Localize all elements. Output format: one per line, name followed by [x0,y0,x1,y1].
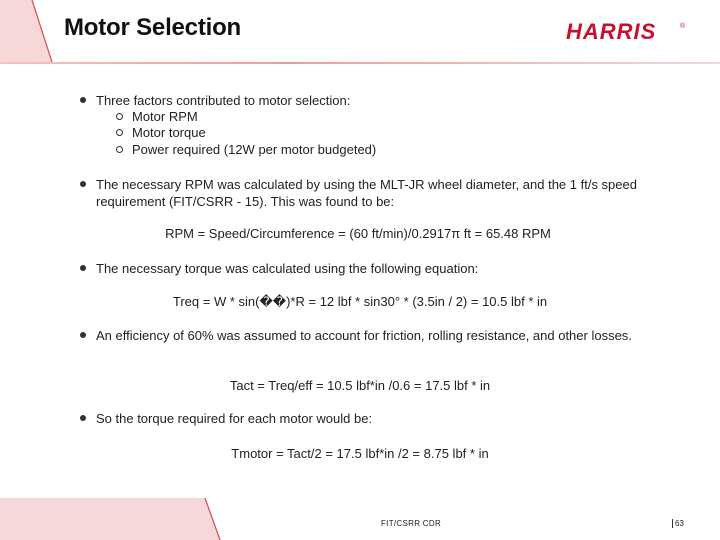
bullet-text: An efficiency of 60% was assumed to account for friction, rolling resistance, and other losses. [96,328,632,343]
page-number: 63 [672,519,684,528]
harris-logo [564,18,688,46]
footer-accent-shape [0,498,720,540]
equation-rpm: RPM = Speed/Circumference = (60 ft/min)/0.2917π ft = 65.48 RPM [165,226,551,241]
sub-bullet-text: Power required (12W per motor budgeted) [132,142,377,157]
sub-bullet-ring [116,113,123,120]
bullet-dot [80,332,86,338]
footer-label: FIT/CSRR CDR [381,519,442,528]
bullet-dot [80,181,86,187]
bullet-dot [80,265,86,271]
bullet-dot [80,415,86,421]
logo-registered-mark: ® [680,23,686,30]
sub-bullet-ring [116,129,123,136]
equation-tmotor: Tmotor = Tact/2 = 17.5 lbf*in /2 = 8.75 lbf * in [231,446,489,461]
bullet-text: The necessary torque was calculated using the following equation: [96,261,479,276]
equation-treq: Treq = W * sin(��)*R = 12 lbf * sin30° * (3.5in / 2) = 10.5 lbf * in [172,294,548,309]
sub-bullet-text: Motor torque [132,125,206,140]
bullet-dot [80,97,86,103]
bullet-text: Three factors contributed to motor selection: [96,93,351,108]
bullet-text: So the torque required for each motor would be: [96,411,373,426]
header-divider [0,62,720,64]
sub-bullet-ring [116,146,123,153]
sub-bullet-text: Motor RPM [132,109,198,124]
equation-tact: Tact = Treq/eff = 10.5 lbf*in /0.6 = 17.5 lbf * in [229,378,491,393]
logo-wordmark: HARRIS [566,19,657,44]
bullet-text: The necessary RPM was calculated by using the MLT-JR wheel diameter, and the 1 ft/s speed requirement (FIT/CSRR - 15). This was found to be: [96,177,637,209]
page-title: Motor Selection [64,14,242,41]
header-accent-shape [0,0,60,64]
